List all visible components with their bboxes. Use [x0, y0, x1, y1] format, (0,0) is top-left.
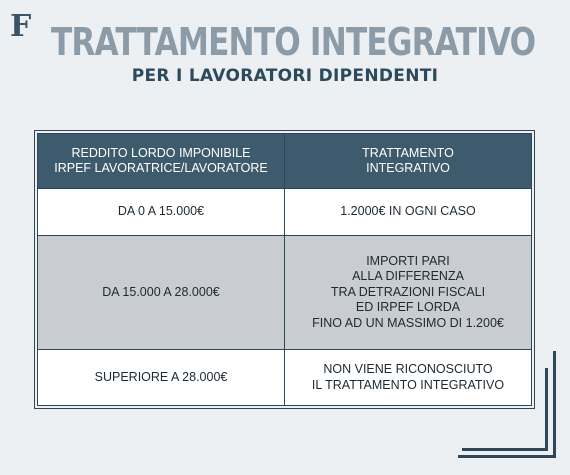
column-header-treatment: TRATTAMENTO INTEGRATIVO — [285, 134, 532, 189]
corner-decoration-inner-horizontal — [462, 448, 548, 451]
column-header-income: REDDITO LORDO IMPONIBILE IRPEF LAVORATRICE/LAVORATORE — [38, 134, 285, 189]
info-table-frame — [34, 130, 535, 409]
info-table — [37, 133, 532, 406]
treatment-cell: 1.2000€ IN OGNI CASO — [285, 189, 532, 236]
page-subtitle: PER I LAVORATORI DIPENDENTI — [131, 66, 439, 86]
income-cell: SUPERIORE A 28.000€ — [38, 350, 285, 406]
page-title: TRATTAMENTO INTEGRATIVO — [50, 20, 536, 64]
corner-decoration-outer-horizontal — [458, 455, 556, 458]
table-row — [38, 236, 532, 350]
table-row — [38, 350, 532, 406]
brand-logo: F — [10, 9, 32, 44]
income-cell: DA 15.000 A 28.000€ — [38, 236, 285, 350]
table-row — [38, 189, 532, 236]
corner-decoration-outer-vertical — [553, 351, 556, 458]
treatment-cell: NON VIENE RICONOSCIUTO IL TRATTAMENTO INTEGRATIVO — [285, 350, 532, 406]
corner-decoration-inner-vertical — [545, 368, 548, 451]
treatment-cell: IMPORTI PARI ALLA DIFFERENZA TRA DETRAZIONI FISCALI ED IRPEF LORDA FINO AD UN MASSIMO DI 1.200€ — [285, 236, 532, 350]
income-cell: DA 0 A 15.000€ — [38, 189, 285, 236]
table-header-row — [38, 134, 532, 189]
